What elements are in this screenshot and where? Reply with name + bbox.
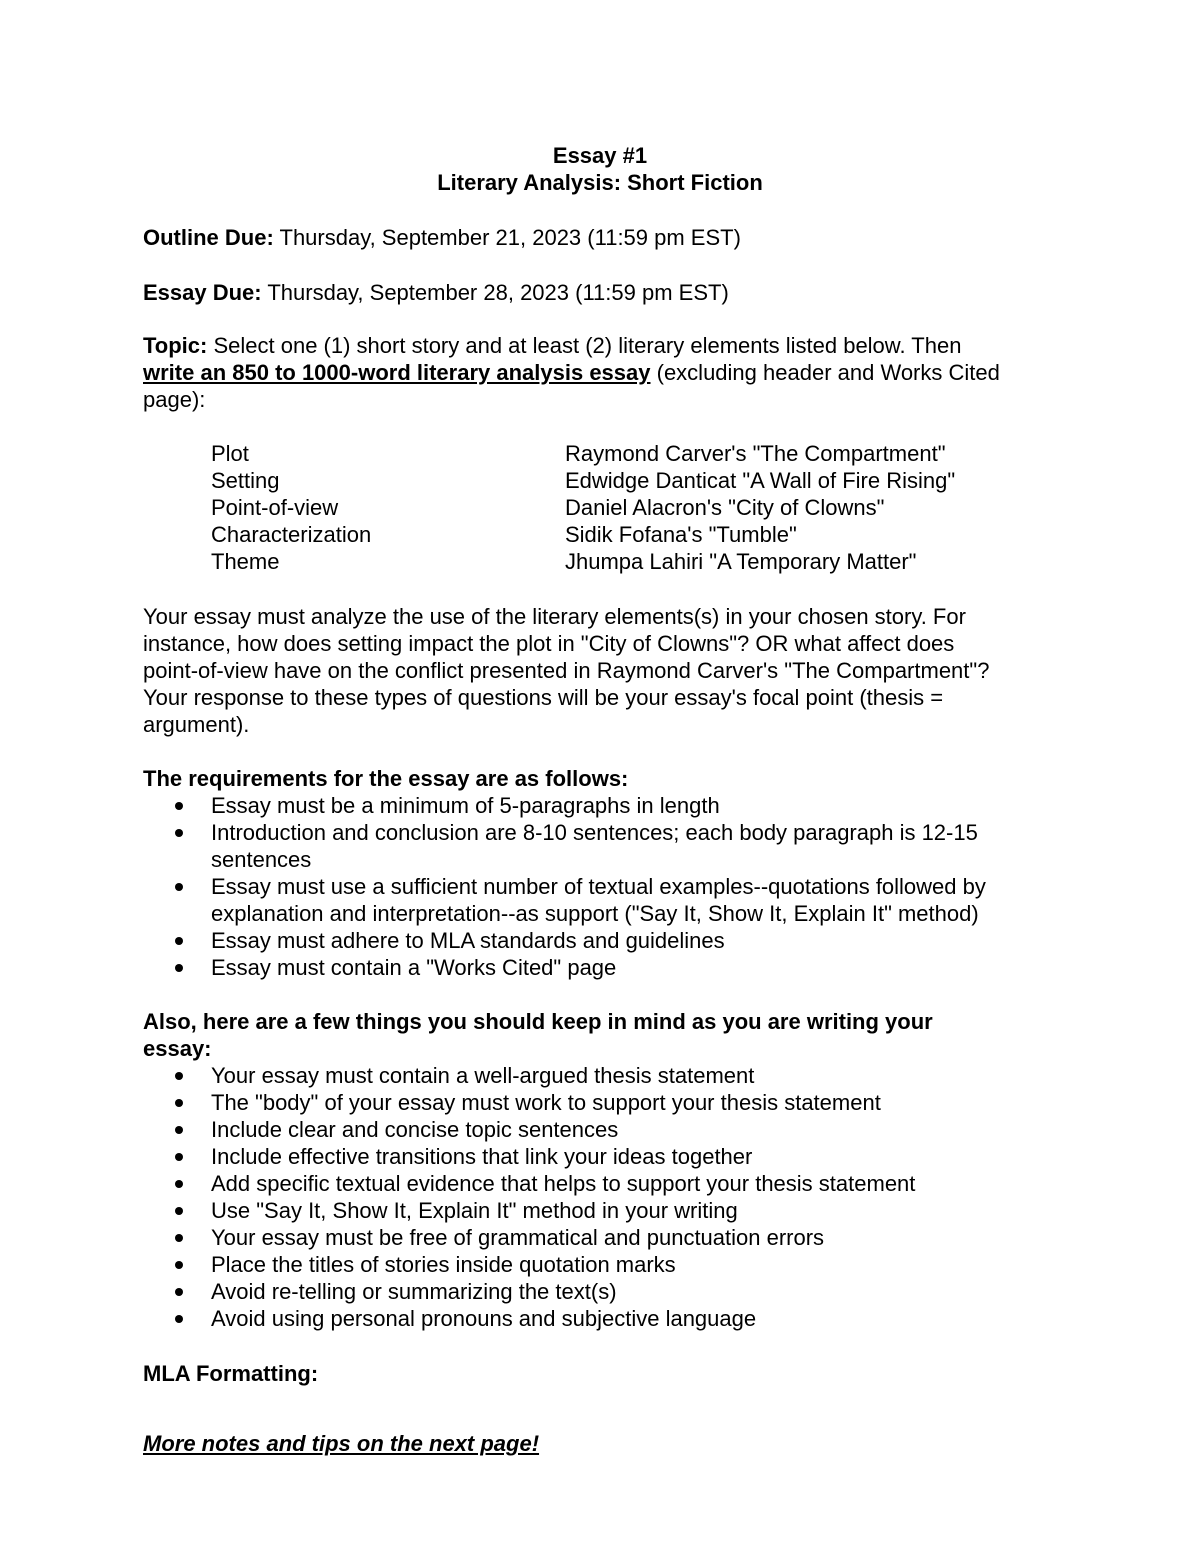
outline-due-line xyxy=(143,225,741,251)
bullet-icon xyxy=(175,1153,183,1161)
list-item-text: Essay must contain a "Works Cited" page xyxy=(211,955,617,980)
topic-text: Select one (1) short story and at least (2) literary elements listed below. Then xyxy=(213,333,962,358)
literary-element: Plot xyxy=(211,441,249,466)
essay-subtitle: Literary Analysis: Short Fiction xyxy=(437,170,763,195)
requirements-heading: The requirements for the essay are as follows: xyxy=(143,766,629,791)
list-item-text: Your essay must contain a well-argued thesis statement xyxy=(211,1063,755,1088)
bullet-icon xyxy=(175,829,183,837)
short-story: Raymond Carver's "The Compartment" xyxy=(565,441,946,466)
list-item-text: Include clear and concise topic sentences xyxy=(211,1117,619,1142)
list-item-text: Place the titles of stories inside quotation marks xyxy=(211,1252,676,1277)
topic-line-2 xyxy=(143,360,1000,386)
keep-in-mind-heading-cont: essay: xyxy=(143,1036,212,1061)
literary-element: Setting xyxy=(211,468,280,493)
list-item-text: sentences xyxy=(211,847,312,872)
list-item-text: Essay must be a minimum of 5-paragraphs in length xyxy=(211,793,720,818)
mla-heading: MLA Formatting: xyxy=(143,1361,319,1386)
topic-line-3: page): xyxy=(143,387,206,412)
essay-due-value: Thursday, September 28, 2023 (11:59 pm EST) xyxy=(267,280,729,305)
list-item-text: Avoid re-telling or summarizing the text(s) xyxy=(211,1279,617,1304)
bullet-icon xyxy=(175,1234,183,1242)
bullet-icon xyxy=(175,1126,183,1134)
bullet-icon xyxy=(175,1072,183,1080)
bullet-icon xyxy=(175,937,183,945)
list-item-text: Add specific textual evidence that helps to support your thesis statement xyxy=(211,1171,916,1196)
paragraph-line: Your essay must analyze the use of the literary elements(s) in your chosen story. For xyxy=(143,604,966,629)
literary-element: Characterization xyxy=(211,522,372,547)
bullet-icon xyxy=(175,1315,183,1323)
bullet-icon xyxy=(175,1288,183,1296)
essay-due-label: Essay Due: xyxy=(143,280,262,305)
bullet-icon xyxy=(175,1207,183,1215)
outline-due-label: Outline Due: xyxy=(143,225,274,250)
paragraph-line: argument). xyxy=(143,712,250,737)
bullet-icon xyxy=(175,964,183,972)
essay-due-line xyxy=(143,280,729,306)
outline-due-value: Thursday, September 21, 2023 (11:59 pm EST) xyxy=(279,225,741,250)
next-page-note: More notes and tips on the next page! xyxy=(143,1431,540,1456)
topic-label: Topic: xyxy=(143,333,208,358)
bullet-icon xyxy=(175,883,183,891)
list-item-text: Avoid using personal pronouns and subjective language xyxy=(211,1306,757,1331)
list-item-text: The "body" of your essay must work to support your thesis statement xyxy=(211,1090,881,1115)
bullet-icon xyxy=(175,1099,183,1107)
short-story: Sidik Fofana's "Tumble" xyxy=(565,522,797,547)
bullet-icon xyxy=(175,1180,183,1188)
paragraph-line: point-of-view have on the conflict presented in Raymond Carver's "The Compartment"? xyxy=(143,658,990,683)
list-item-text: Introduction and conclusion are 8-10 sentences; each body paragraph is 12-15 xyxy=(211,820,978,845)
bullet-icon xyxy=(175,1261,183,1269)
list-item-text: Your essay must be free of grammatical and punctuation errors xyxy=(211,1225,825,1250)
short-story: Edwidge Danticat "A Wall of Fire Rising" xyxy=(565,468,956,493)
short-story: Jhumpa Lahiri "A Temporary Matter" xyxy=(565,549,917,574)
essay-title: Essay #1 xyxy=(552,143,648,168)
paragraph-line: instance, how does setting impact the plot in "City of Clowns"? OR what affect does xyxy=(143,631,955,656)
list-item-text: Include effective transitions that link your ideas together xyxy=(211,1144,753,1169)
topic-line-1 xyxy=(143,333,961,359)
list-item-text: explanation and interpretation--as support ("Say It, Show It, Explain It" method) xyxy=(211,901,979,926)
list-item-text: Essay must adhere to MLA standards and guidelines xyxy=(211,928,725,953)
topic-emphasis: write an 850 to 1000-word literary analysis essay xyxy=(143,360,651,385)
literary-element: Theme xyxy=(211,549,280,574)
literary-element: Point-of-view xyxy=(211,495,339,520)
list-item-text: Use "Say It, Show It, Explain It" method in your writing xyxy=(211,1198,738,1223)
topic-rest: (excluding header and Works Cited xyxy=(656,360,1000,385)
bullet-icon xyxy=(175,802,183,810)
keep-in-mind-heading: Also, here are a few things you should keep in mind as you are writing your xyxy=(143,1009,933,1034)
short-story: Daniel Alacron's "City of Clowns" xyxy=(565,495,885,520)
paragraph-line: Your response to these types of questions will be your essay's focal point (thesis = xyxy=(143,685,944,710)
list-item-text: Essay must use a sufficient number of textual examples--quotations followed by xyxy=(211,874,986,899)
